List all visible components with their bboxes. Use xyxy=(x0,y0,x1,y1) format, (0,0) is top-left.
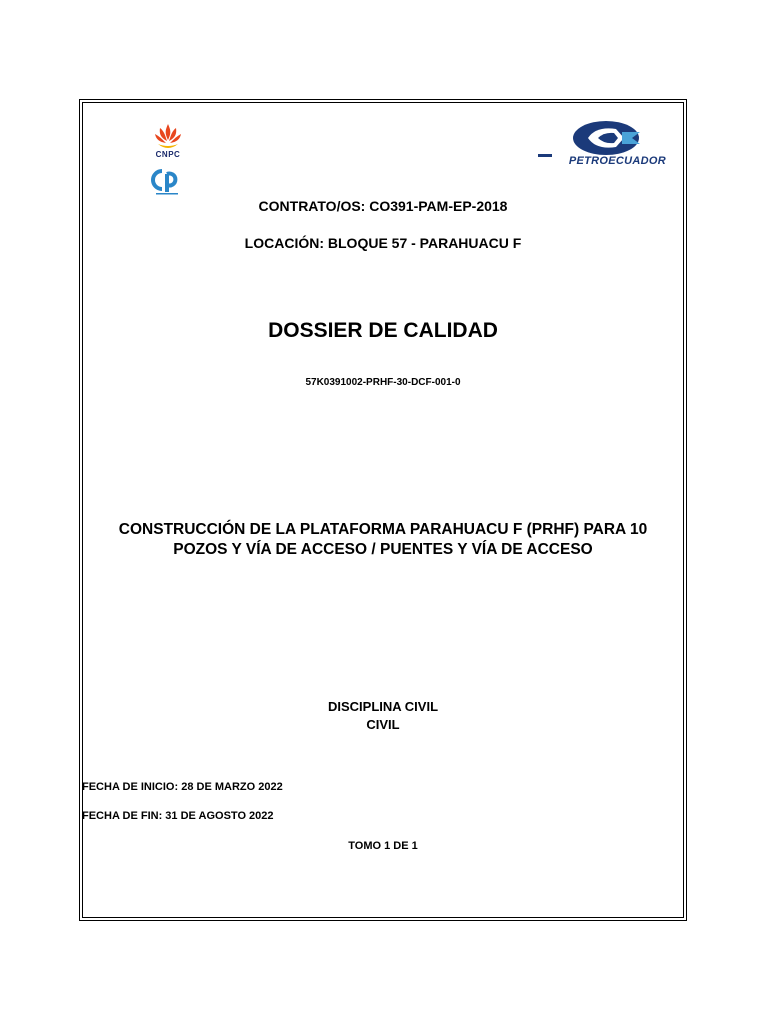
end-date: FECHA DE FIN: 31 DE AGOSTO 2022 xyxy=(82,810,274,822)
location-line: LOCACIÓN: BLOQUE 57 - PARAHUACU F xyxy=(244,235,522,251)
cnpc-logo-label: CNPC xyxy=(155,150,181,159)
cp-logo-icon xyxy=(150,166,184,196)
document-code: 57K0391002-PRHF-30-DCF-001-0 xyxy=(305,377,461,388)
contract-line: CONTRATO/OS: CO391-PAM-EP-2018 xyxy=(258,198,508,214)
document-title: DOSSIER DE CALIDAD xyxy=(268,319,498,342)
start-date: FECHA DE INICIO: 28 DE MARZO 2022 xyxy=(82,781,283,793)
project-description xyxy=(82,520,684,560)
page-border-inner xyxy=(82,102,684,918)
project-description-line-2: POZOS Y VÍA DE ACCESO / PUENTES Y VÍA DE ACCESO xyxy=(173,541,593,558)
discipline-block xyxy=(82,698,684,734)
discipline-line-1: DISCIPLINA CIVIL xyxy=(327,699,439,714)
discipline-line-2: CIVIL xyxy=(366,717,400,732)
petroecuador-logo-label: PETROECUADOR xyxy=(568,155,666,167)
volume-label: TOMO 1 DE 1 xyxy=(348,840,418,852)
project-description-line-1: CONSTRUCCIÓN DE LA PLATAFORMA PARAHUACU F (PRHF) PARA 10 xyxy=(118,521,648,538)
